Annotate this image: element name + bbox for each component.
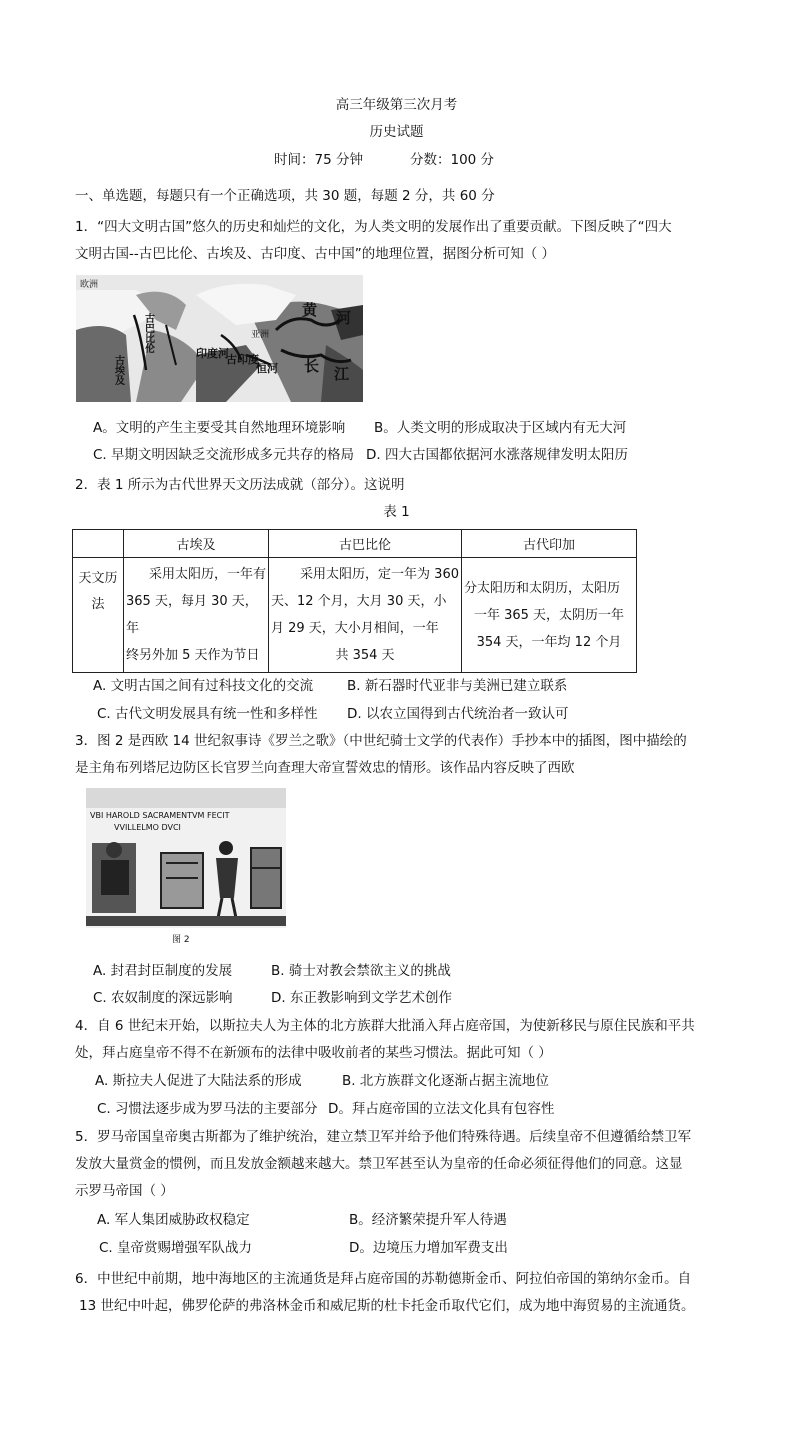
q2-option-a[interactable]: A. 文明古国之间有过科技文化的交流 xyxy=(93,678,314,694)
q3-option-c[interactable]: C. 农奴制度的深远影响 xyxy=(93,990,233,1006)
q5-option-d[interactable]: D。边境压力增加军费支出 xyxy=(349,1240,508,1256)
exam-title: 高三年级第三次月考 xyxy=(335,97,458,113)
map-label-jiang: 江 xyxy=(334,365,350,383)
table-header-row xyxy=(73,530,637,558)
question-4-line-2: 处，拜占庭皇帝不得不在新颁布的法律中吸收前者的某些习惯法。据此可知（ ） xyxy=(75,1045,552,1061)
q5-option-a[interactable]: A. 军人集团威胁政权稳定 xyxy=(97,1212,250,1228)
tapestry-text-1: VBI HAROLD SACRAMENTVM FECIT xyxy=(90,811,230,820)
row-label-line-2: 法 xyxy=(91,597,105,612)
q4-option-b[interactable]: B. 北方族群文化逐渐占据主流地位 xyxy=(342,1073,549,1089)
table-header-inca: 古代印加 xyxy=(462,530,637,558)
map-label-huang: 黄 xyxy=(302,301,318,319)
q4-option-c[interactable]: C. 习惯法逐步成为罗马法的主要部分 xyxy=(97,1101,318,1117)
ancient-civilizations-map xyxy=(76,275,363,402)
q1-option-d[interactable]: D. 四大古国都依据河水涨落规律发明太阳历 xyxy=(366,447,628,463)
map-label-europe: 欧洲 xyxy=(80,280,99,290)
egypt-line-2: 365 天，每月 30 天，年 xyxy=(126,594,258,636)
map-label-ancient-india: 古印度 xyxy=(226,353,259,366)
inca-line-2: 一年 365 天，太阴历一年 xyxy=(473,607,625,623)
table-header-empty xyxy=(73,530,124,558)
q3-option-a[interactable]: A. 封君封臣制度的发展 xyxy=(93,963,233,979)
question-3-line-2: 是主角布列塔尼边防区长官罗兰向查理大帝宣誓效忠的情形。该作品内容反映了西欧 xyxy=(75,760,575,776)
q1-option-b[interactable]: B。人类文明的形成取决于区域内有无大河 xyxy=(374,420,627,436)
q2-option-d[interactable]: D. 以农立国得到古代统治者一致认可 xyxy=(347,706,569,722)
astronomy-calendar-table xyxy=(72,529,637,673)
question-5-line-2: 发放大量赏金的惯例，而且发放金额越来越大。禁卫军甚至认为皇帝的任命必须征得他们的同意。这显 xyxy=(75,1156,683,1172)
table-header-egypt: 古埃及 xyxy=(124,530,269,558)
q2-option-b[interactable]: B. 新石器时代亚非与美洲已建立联系 xyxy=(347,678,568,694)
babylon-line-3: 月 29 天，大小月相间，一年 xyxy=(271,621,439,636)
q2-option-c[interactable]: C. 古代文明发展具有统一性和多样性 xyxy=(97,706,318,722)
egypt-line-3: 终另外加 5 天作为节日 xyxy=(126,648,260,663)
exam-time: 时间：75 分钟 xyxy=(274,152,363,168)
illustration-graphic xyxy=(86,788,286,946)
question-3-line-1: 3．图 2 是西欧 14 世纪叙事诗《罗兰之歌》（中世纪骑士文学的代表作）手抄本中的插图，图中描绘的 xyxy=(75,733,687,749)
babylon-line-2: 天、12 个月，大月 30 天，小 xyxy=(271,594,447,609)
question-6-line-2: 13 世纪中叶起，佛罗伦萨的弗洛林金币和威尼斯的杜卡托金币取代它们，成为地中海贸易的主流通货。 xyxy=(79,1298,695,1314)
table-cell-inca xyxy=(462,558,637,673)
question-1-line-1: 1．“四大文明古国”悠久的历史和灿烂的文化，为人类文明的发展作出了重要贡献。下图反映了“四大 xyxy=(75,219,672,235)
inca-line-3: 354 天，一年均 12 个月 xyxy=(476,634,622,650)
figure-caption: 图 2 xyxy=(172,935,190,945)
table-header-babylon: 古巴比伦 xyxy=(269,530,462,558)
q3-option-b[interactable]: B. 骑士对教会禁欲主义的挑战 xyxy=(271,963,451,979)
question-6-line-1: 6．中世纪中前期，地中海地区的主流通货是拜占庭帝国的苏勒德斯金币、阿拉伯帝国的第纳尔金币。自 xyxy=(75,1271,692,1287)
egypt-line-1: 采用太阳历，一年有 xyxy=(148,567,266,582)
table-row-label xyxy=(73,558,124,673)
question-5-line-3: 示罗马帝国（ ） xyxy=(75,1183,174,1199)
q5-option-b[interactable]: B。经济繁荣提升军人待遇 xyxy=(349,1212,507,1228)
map-label-asia: 亚洲 xyxy=(251,330,270,340)
inca-line-1: 分太阳历和太阴历，太阳历 xyxy=(464,580,621,596)
q1-option-c[interactable]: C. 早期文明因缺乏交流形成多元共存的格局 xyxy=(93,447,355,463)
map-label-indus: 印度河 xyxy=(196,347,229,360)
roland-manuscript-illustration xyxy=(86,788,286,946)
row-label-line-1: 天文历 xyxy=(78,571,118,586)
exam-score: 分数：100 分 xyxy=(410,152,495,168)
table-row-calendar xyxy=(73,558,637,673)
q3-option-d[interactable]: D. 东正教影响到文学艺术创作 xyxy=(271,990,452,1006)
map-label-egypt: 古埃及 xyxy=(112,355,124,385)
babylon-line-1: 采用太阳历，定一年为 360 xyxy=(300,567,459,582)
table-caption: 表 1 xyxy=(383,504,410,520)
map-label-he: 河 xyxy=(336,309,352,327)
section-heading: 一、单选题，每题只有一个正确选项，共 30 题，每题 2 分，共 60 分 xyxy=(75,188,495,204)
map-graphic xyxy=(76,275,363,402)
question-5-line-1: 5．罗马帝国皇帝奥古斯都为了维护统治，建立禁卫军并给予他们特殊待遇。后续皇帝不但遵循给禁卫军 xyxy=(75,1129,692,1145)
exam-subject: 历史试题 xyxy=(369,124,424,140)
table-cell-babylon xyxy=(269,558,462,673)
map-label-chang: 长 xyxy=(304,357,320,375)
map-label-ganges: 恒河 xyxy=(256,362,278,375)
map-label-babylon: 古巴比伦 xyxy=(142,313,154,353)
question-4-line-1: 4．自 6 世纪末开始，以斯拉夫人为主体的北方族群大批涌入拜占庭帝国，为使新移民与原住民族和平共 xyxy=(75,1018,695,1034)
q4-option-a[interactable]: A. 斯拉夫人促进了大陆法系的形成 xyxy=(95,1073,302,1089)
question-1-line-2: 文明古国--古巴比伦、古埃及、古印度、古中国”的地理位置，据图分析可知（ ） xyxy=(75,246,556,262)
tapestry-text-2: VVILLELMO DVCI xyxy=(114,823,181,832)
q4-option-d[interactable]: D。拜占庭帝国的立法文化具有包容性 xyxy=(328,1101,555,1117)
babylon-line-4: 共 354 天 xyxy=(335,648,395,663)
q5-option-c[interactable]: C. 皇帝赏赐增强军队战力 xyxy=(99,1240,253,1256)
q1-option-a[interactable]: A。文明的产生主要受其自然地理环境影响 xyxy=(93,420,346,436)
table-cell-egypt xyxy=(124,558,269,673)
question-2-stem: 2．表 1 所示为古代世界天文历法成就（部分）。这说明 xyxy=(75,477,405,493)
